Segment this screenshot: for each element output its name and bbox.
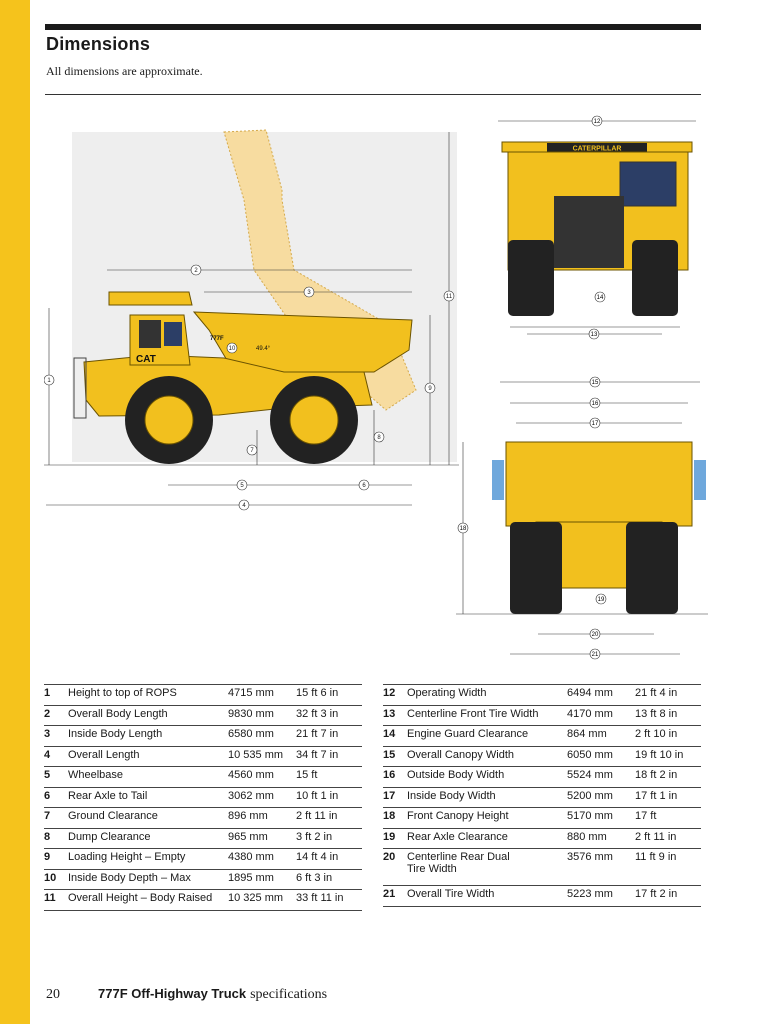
row-number: 11	[44, 890, 68, 911]
row-number: 4	[44, 746, 68, 767]
row-metric: 896 mm	[228, 808, 296, 829]
row-label: Ground Clearance	[68, 808, 228, 829]
table-row	[383, 808, 701, 829]
row-number: 19	[383, 828, 407, 849]
row-number: 9	[44, 849, 68, 870]
svg-text:5: 5	[240, 483, 244, 489]
row-number: 21	[383, 886, 407, 907]
front-view-diagram	[492, 112, 707, 344]
row-label: Overall Length	[68, 746, 228, 767]
side-model-label: 777F	[210, 336, 224, 342]
svg-text:10: 10	[228, 346, 236, 352]
row-imperial: 32 ft 3 in	[296, 705, 362, 726]
yellow-side-bar	[0, 0, 30, 1024]
row-number: 17	[383, 787, 407, 808]
table-row	[44, 705, 362, 726]
svg-text:19: 19	[597, 597, 605, 603]
svg-text:14: 14	[596, 295, 604, 301]
row-imperial: 2 ft 11 in	[635, 828, 701, 849]
row-metric: 5200 mm	[567, 787, 635, 808]
table-row	[383, 828, 701, 849]
dimensions-table-right	[383, 684, 701, 907]
row-metric: 5524 mm	[567, 767, 635, 788]
row-metric: 10 325 mm	[228, 890, 296, 911]
row-metric: 10 535 mm	[228, 746, 296, 767]
svg-text:2: 2	[194, 268, 198, 274]
svg-text:16: 16	[591, 401, 599, 407]
row-metric: 4715 mm	[228, 685, 296, 706]
row-label: Wheelbase	[68, 767, 228, 788]
side-view-diagram	[44, 110, 474, 520]
dump-angle-label: 49.4°	[256, 346, 271, 352]
row-label: Front Canopy Height	[407, 808, 567, 829]
svg-text:3: 3	[307, 290, 311, 296]
row-label: Overall Height – Body Raised	[68, 890, 228, 911]
row-metric: 4560 mm	[228, 767, 296, 788]
page-number: 20	[46, 987, 60, 1002]
row-imperial: 2 ft 10 in	[635, 726, 701, 747]
row-number: 18	[383, 808, 407, 829]
row-imperial: 13 ft 8 in	[635, 705, 701, 726]
svg-text:7: 7	[250, 448, 254, 454]
row-label: Outside Body Width	[407, 767, 567, 788]
row-metric: 6580 mm	[228, 726, 296, 747]
row-imperial: 14 ft 4 in	[296, 849, 362, 870]
svg-text:20: 20	[591, 632, 599, 638]
row-number: 10	[44, 869, 68, 890]
row-label: Height to top of ROPS	[68, 685, 228, 706]
table-row	[44, 726, 362, 747]
front-brand-logo: CATERPILLAR	[572, 145, 622, 153]
row-metric: 965 mm	[228, 828, 296, 849]
svg-text:18: 18	[459, 526, 467, 532]
rear-view-diagram	[456, 372, 708, 662]
dimensions-table-left	[44, 684, 362, 911]
table-row	[383, 787, 701, 808]
table-row	[383, 886, 701, 907]
side-cat-logo: CAT	[136, 354, 156, 365]
row-label: Inside Body Length	[68, 726, 228, 747]
row-label: Operating Width	[407, 685, 567, 706]
svg-text:12: 12	[593, 119, 601, 125]
table-row	[44, 767, 362, 788]
row-metric: 3062 mm	[228, 787, 296, 808]
table-row	[44, 746, 362, 767]
row-label: Inside Body Depth – Max	[68, 869, 228, 890]
row-number: 14	[383, 726, 407, 747]
svg-text:6: 6	[362, 483, 366, 489]
table-row	[383, 746, 701, 767]
row-number: 13	[383, 705, 407, 726]
row-number: 20	[383, 849, 407, 886]
table-row	[44, 685, 362, 706]
row-number: 6	[44, 787, 68, 808]
table-row	[44, 828, 362, 849]
row-label: Rear Axle Clearance	[407, 828, 567, 849]
row-number: 7	[44, 808, 68, 829]
row-label: Overall Body Length	[68, 705, 228, 726]
row-metric: 6494 mm	[567, 685, 635, 706]
row-metric: 5223 mm	[567, 886, 635, 907]
row-imperial: 19 ft 10 in	[635, 746, 701, 767]
row-metric: 1895 mm	[228, 869, 296, 890]
row-number: 3	[44, 726, 68, 747]
row-label: Loading Height – Empty	[68, 849, 228, 870]
table-row	[44, 849, 362, 870]
row-imperial: 33 ft 11 in	[296, 890, 362, 911]
svg-text:4: 4	[242, 503, 246, 509]
row-number: 2	[44, 705, 68, 726]
row-metric: 6050 mm	[567, 746, 635, 767]
table-row	[383, 726, 701, 747]
svg-text:9: 9	[428, 386, 432, 392]
page-footer	[46, 986, 327, 1003]
row-number: 12	[383, 685, 407, 706]
row-metric: 864 mm	[567, 726, 635, 747]
row-number: 8	[44, 828, 68, 849]
row-label: Overall Tire Width	[407, 886, 567, 907]
row-label: Dump Clearance	[68, 828, 228, 849]
row-imperial: 3 ft 2 in	[296, 828, 362, 849]
row-imperial: 21 ft 7 in	[296, 726, 362, 747]
svg-text:1: 1	[47, 378, 51, 384]
row-label: Centerline Front Tire Width	[407, 705, 567, 726]
top-rule	[45, 24, 701, 30]
svg-text:17: 17	[591, 421, 599, 427]
row-imperial: 17 ft	[635, 808, 701, 829]
row-imperial: 15 ft 6 in	[296, 685, 362, 706]
svg-text:13: 13	[590, 332, 598, 338]
row-label: Engine Guard Clearance	[407, 726, 567, 747]
row-label: Centerline Rear Dual Tire Width	[407, 849, 567, 886]
svg-text:21: 21	[591, 652, 599, 658]
row-imperial: 15 ft	[296, 767, 362, 788]
footer-model: 777F Off-Highway Truck	[98, 986, 247, 1001]
table-row	[44, 787, 362, 808]
row-metric: 3576 mm	[567, 849, 635, 886]
table-row	[383, 705, 701, 726]
row-imperial: 21 ft 4 in	[635, 685, 701, 706]
table-row	[383, 685, 701, 706]
row-number: 16	[383, 767, 407, 788]
row-imperial: 17 ft 1 in	[635, 787, 701, 808]
row-metric: 4170 mm	[567, 705, 635, 726]
table-row	[44, 890, 362, 911]
table-row	[383, 767, 701, 788]
svg-text:15: 15	[591, 380, 599, 386]
row-label: Inside Body Width	[407, 787, 567, 808]
table-row	[383, 849, 701, 886]
table-row	[44, 869, 362, 890]
row-imperial: 17 ft 2 in	[635, 886, 701, 907]
row-number: 1	[44, 685, 68, 706]
table-row	[44, 808, 362, 829]
row-imperial: 11 ft 9 in	[635, 849, 701, 886]
row-metric: 4380 mm	[228, 849, 296, 870]
page-title: Dimensions	[46, 34, 151, 54]
row-imperial: 6 ft 3 in	[296, 869, 362, 890]
svg-text:11: 11	[445, 294, 453, 300]
svg-text:8: 8	[377, 435, 381, 441]
row-metric: 5170 mm	[567, 808, 635, 829]
footer-suffix: specifications	[250, 987, 328, 1002]
header-divider	[45, 94, 701, 95]
row-label: Overall Canopy Width	[407, 746, 567, 767]
row-imperial: 10 ft 1 in	[296, 787, 362, 808]
row-label: Rear Axle to Tail	[68, 787, 228, 808]
page-subtitle: All dimensions are approximate.	[46, 64, 203, 78]
row-imperial: 2 ft 11 in	[296, 808, 362, 829]
row-imperial: 34 ft 7 in	[296, 746, 362, 767]
row-number: 15	[383, 746, 407, 767]
row-metric: 9830 mm	[228, 705, 296, 726]
row-number: 5	[44, 767, 68, 788]
row-metric: 880 mm	[567, 828, 635, 849]
row-imperial: 18 ft 2 in	[635, 767, 701, 788]
